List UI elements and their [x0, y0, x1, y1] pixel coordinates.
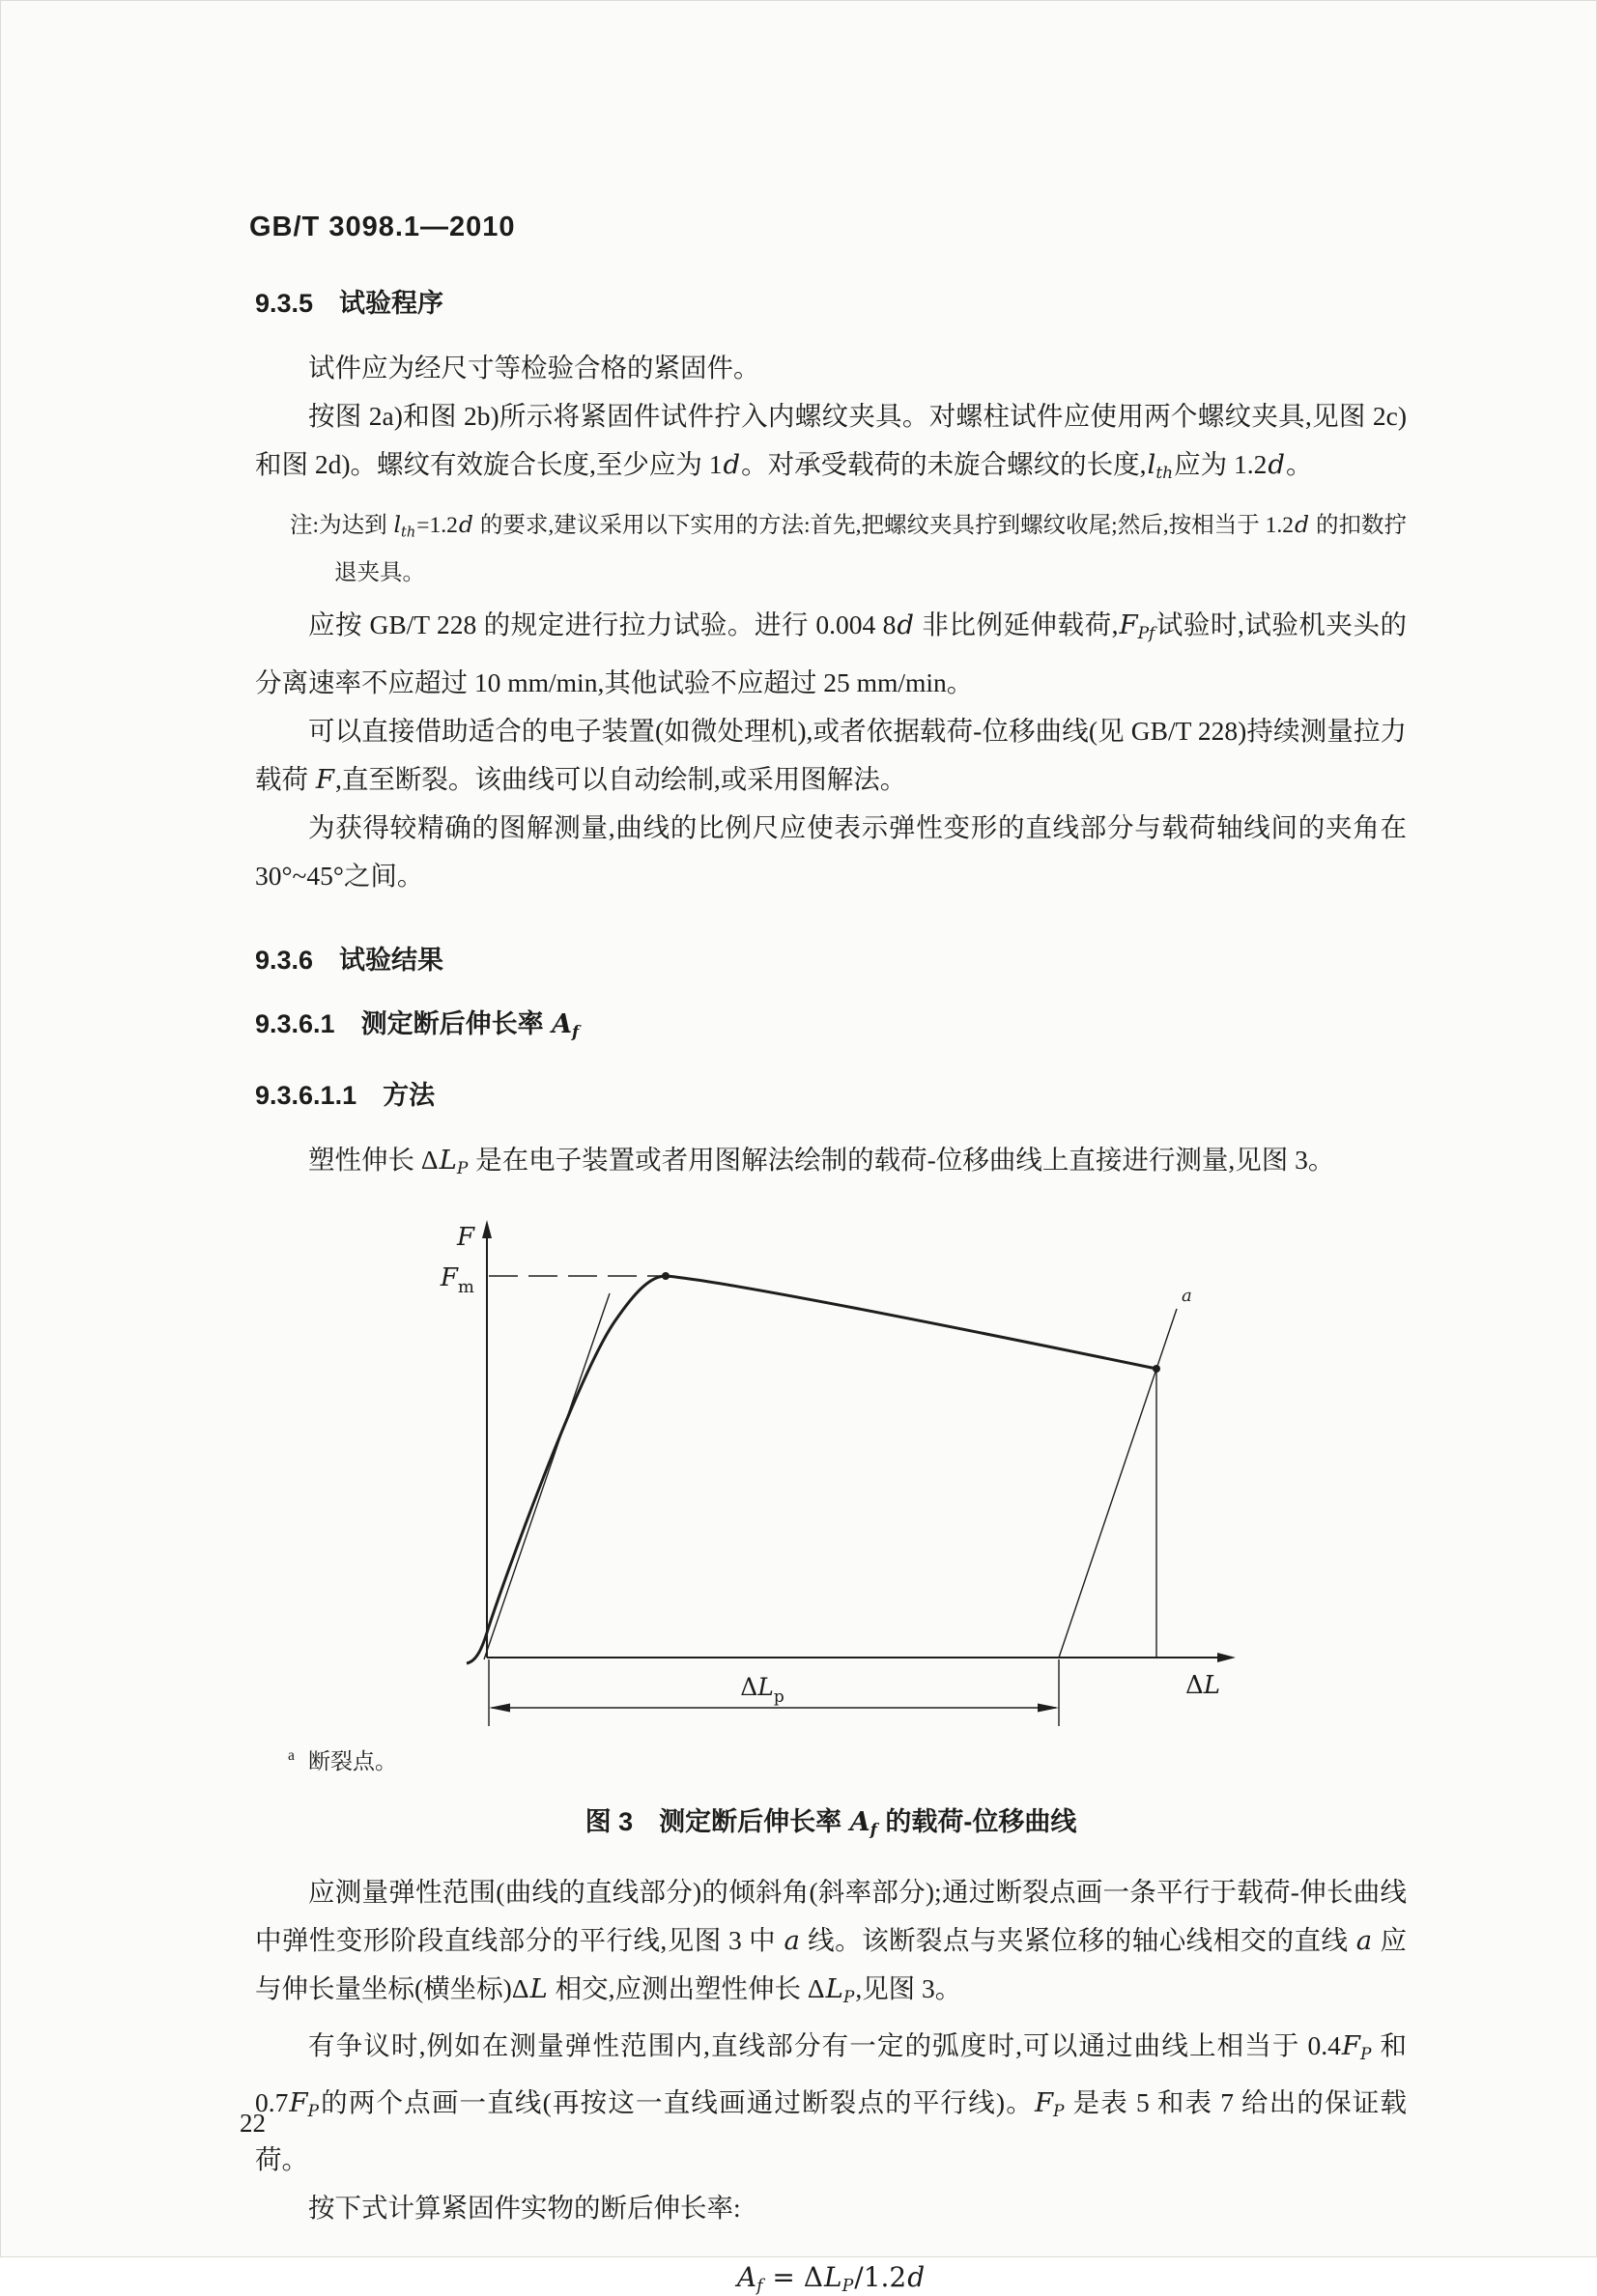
fracture-point-marker-label: a: [1182, 1285, 1192, 1306]
math-variable: d: [907, 2261, 926, 2294]
math-variable: $L_P$: [825, 1972, 855, 2007]
math-variable: $A_f$: [736, 2261, 763, 2296]
document-content: [249, 212, 1408, 2296]
caption-block: 图 3 测定断后伸长率 $A_f$ 的载荷-位移曲线: [585, 1806, 1077, 1839]
footnote-marker: a: [288, 1747, 295, 1765]
body-blocks-bottom: [255, 1743, 1407, 2296]
delta-lp-var: L: [757, 1672, 774, 1701]
para-block: 有争议时,例如在测量弹性范围内,直线部分有一定的弧度时,可以通过曲线上相当于 $0.4F_P$ 和 $0.7F_P$的两个点画一直线(再按这一直线画通过断裂点的平行线)。$F_P$ 是表 5 和表 7 给出的保证载荷。: [255, 2029, 1408, 2175]
math-variable: d: [1268, 449, 1286, 480]
delta-lp-delta: Δ: [740, 1672, 758, 1701]
para-block: 应测量弹性范围(曲线的直线部分)的倾斜角(斜率部分);通过断裂点画一条平行于载荷-伸长曲线中弹性变形阶段直线部分的平行线,见图 3 中 a 线。该断裂点与夹紧位移的轴心线相交的直线 a 应与伸长量坐标(横坐标)ΔL 相交,应测出塑性伸长 $\Delta L_P$,见图 3。: [255, 1876, 1408, 2007]
para-block: 塑性伸长 $\Delta L_P$ 是在电子装置或者用图解法绘制的载荷-位移曲线上直接进行测量,见图 3。: [308, 1144, 1335, 1178]
load-curve: [467, 1276, 1156, 1663]
elastic-tangent-line: [484, 1293, 610, 1659]
para-block: 可以直接借助适合的电子装置(如微处理机),或者依据载荷-位移曲线(见 GB/T 228)持续测量拉力载荷 F,直至断裂。该曲线可以自动绘制,或采用图解法。: [255, 715, 1407, 795]
math-variable: a: [1355, 1924, 1373, 1956]
math-variable: d: [458, 511, 473, 539]
document-code: GB/T 3098.1—2010: [249, 212, 516, 242]
math-variable: d: [723, 449, 741, 480]
para-block: 试件应为经尺寸等检验合格的紧固件。: [308, 353, 760, 383]
figure-3-load-displacement-curve: [422, 1208, 1407, 1740]
fm-dashed-line: [489, 1272, 670, 1280]
displacement-axis-arrow: [1217, 1653, 1236, 1662]
math-variable: $A_f$: [849, 1806, 877, 1839]
force-axis: [482, 1220, 492, 1658]
displacement-axis: [487, 1653, 1236, 1662]
body-blocks-top: [255, 286, 1407, 1193]
page-number: 22: [240, 2109, 266, 2138]
math-variable: $F_P$: [1034, 2086, 1065, 2122]
force-axis-label: F: [456, 1222, 474, 1252]
math-variable: L: [529, 1972, 548, 2004]
force-axis-arrow: [482, 1220, 492, 1238]
math-variable: a: [784, 1924, 800, 1956]
fm-label: [440, 1263, 474, 1297]
para-block: 为获得较精确的图解测量,曲线的比例尺应使表示弹性变形的直线部分与载荷轴线间的夹角在 30°~45°之间。: [255, 811, 1407, 891]
math-variable: d: [897, 609, 915, 641]
delta-lp-label: [740, 1673, 784, 1707]
displacement-axis-delta: Δ: [1185, 1670, 1204, 1700]
footnote-block: $^a$ 断裂点。: [288, 1747, 397, 1773]
delta-lp-sub: p: [773, 1687, 784, 1707]
para-block: 按下式计算紧固件实物的断后伸长率:: [308, 2193, 741, 2224]
math-variable: $F_P$: [1341, 2029, 1372, 2064]
note-block: 注:为达到 $l_{th}=1.2d$ 的要求,建议采用以下实用的方法:首先,把螺纹夹具拧到螺纹收尾;然后,按相当于 1.2d 的扣数拧退夹具。: [290, 511, 1408, 586]
para-block: 应按 GB/T 228 的规定进行拉力试验。进行 0.004 8d 非比例延伸载荷$,F_{Pf}$试验时,试验机夹头的分离速率不应超过 10 mm/min,其他试验不应超过 25 mm/min。: [255, 609, 1407, 697]
math-variable: $l_{th}$: [393, 511, 416, 541]
math-variable: F: [315, 763, 334, 795]
heading-block: 9.3.6 试验结果: [255, 945, 444, 975]
para-block: 按图 2a)和图 2b)所示将紧固件试件拧入内螺纹夹具。对螺柱试件应使用两个螺纹夹具,见图 2c)和图 2d)。螺纹有效旋合长度,至少应为 1d。对承受载荷的未旋合螺纹的长度$,l_{th}$应为 1.2d。: [255, 401, 1407, 484]
math-variable: $A_f$: [552, 1008, 580, 1041]
load-displacement-chart: [422, 1208, 1282, 1735]
math-variable: $L_P$: [823, 2261, 854, 2296]
dimension-arrow-left: [489, 1703, 510, 1712]
math-variable: $F_P$: [289, 2086, 319, 2122]
displacement-axis-label: [1185, 1671, 1220, 1700]
math-variable: d: [1295, 511, 1310, 539]
fm-label-sub: m: [457, 1276, 474, 1297]
math-variable: $L_P$: [439, 1144, 469, 1178]
formula-block: $A_f = \Delta L_P/1.2d$: [736, 2261, 926, 2296]
heading-block: 9.3.6.1.1 方法: [255, 1080, 436, 1110]
math-variable: $l_{th}$: [1147, 449, 1174, 484]
displacement-axis-var: L: [1203, 1670, 1221, 1700]
math-variable: $F_{Pf}$: [1119, 609, 1155, 644]
heading-block: 9.3.6.1 测定断后伸长率 $A_f$: [255, 1008, 580, 1041]
dimension-arrow-right: [1038, 1703, 1059, 1712]
fm-label-base: F: [440, 1262, 458, 1292]
heading-block: 9.3.5 试验程序: [255, 289, 444, 318]
